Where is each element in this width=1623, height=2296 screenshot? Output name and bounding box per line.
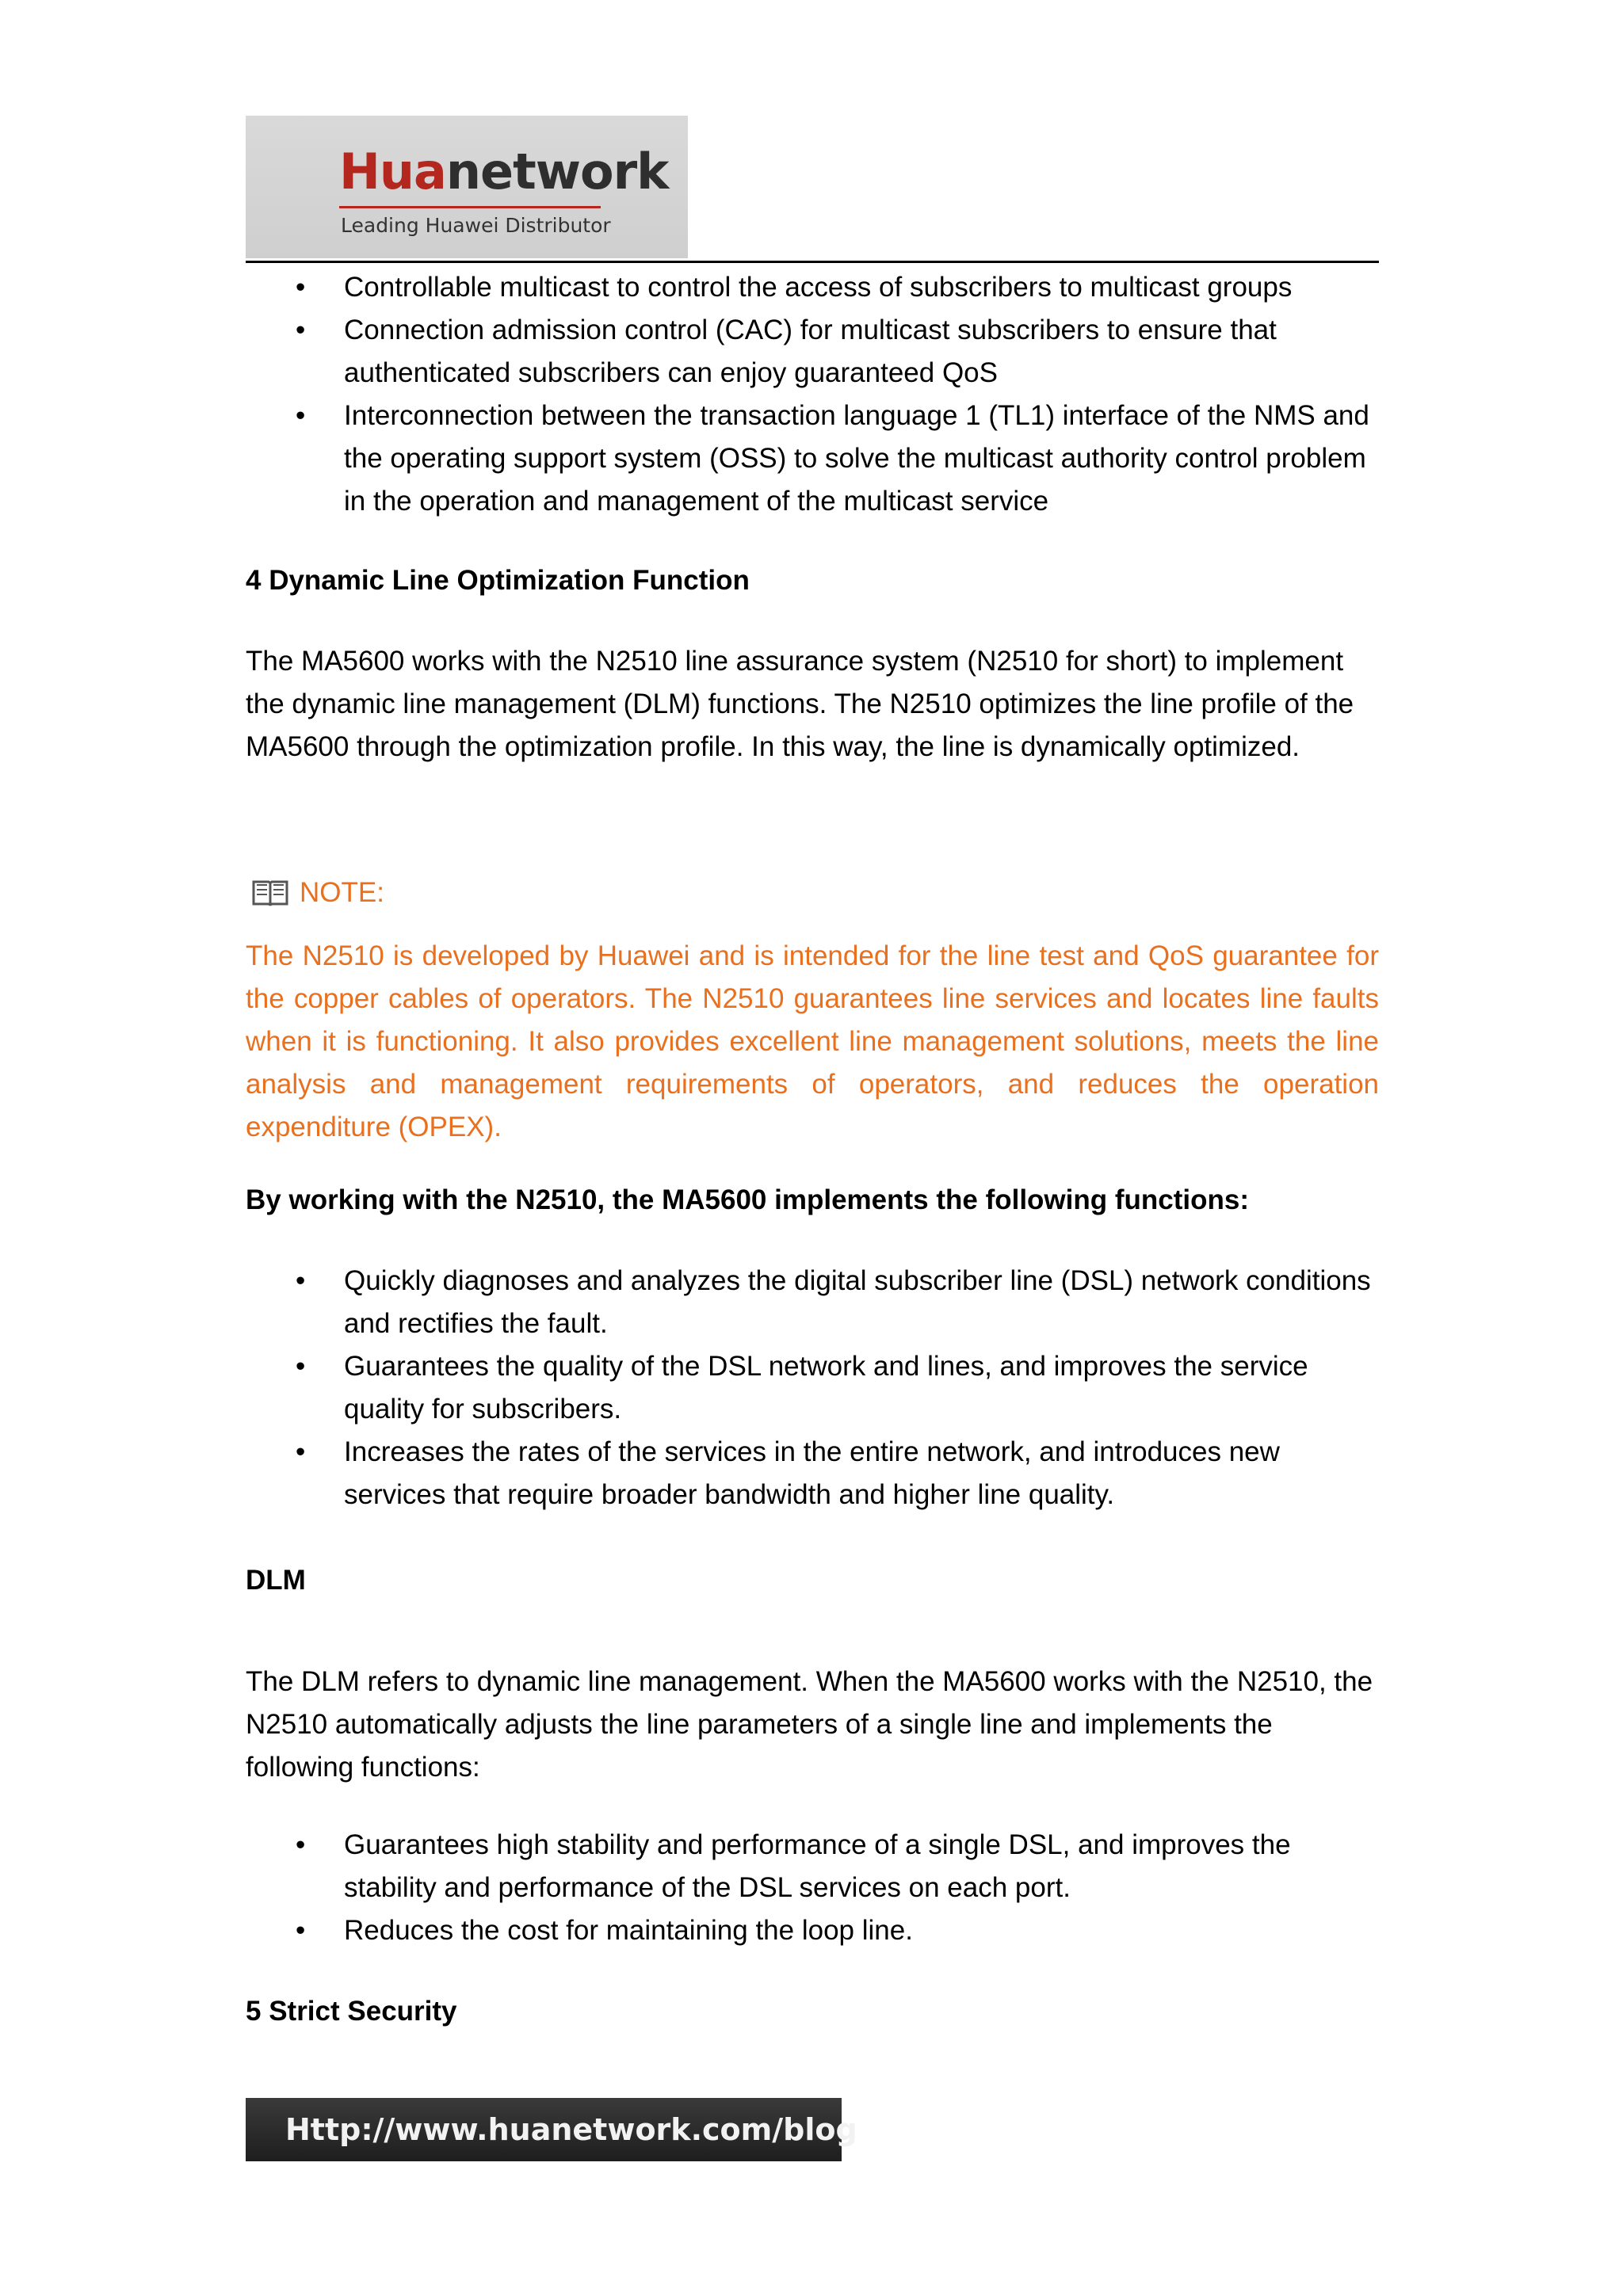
- header-divider: [246, 261, 1379, 263]
- functions-heading: By working with the N2510, the MA5600 implements the following functions:: [246, 1184, 1249, 1215]
- list-item: • Controllable multicast to control the access of subscribers to multicast groups: [246, 266, 1379, 309]
- list-item: • Increases the rates of the services in the entire network, and introduces new services that require broader bandwidth and higher line quality.: [246, 1431, 1379, 1516]
- functions-bullet-list: [246, 1260, 1379, 1516]
- bullet-icon: •: [296, 400, 306, 431]
- dlm-paragraph: The DLM refers to dynamic line management. When the MA5600 works with the N2510, the N2510 automatically adjusts the line parameters of a single line and implements the following functions:: [246, 1666, 1373, 1783]
- list-item: • Reduces the cost for maintaining the loop line.: [246, 1909, 1379, 1952]
- bullet-icon: •: [296, 272, 306, 303]
- list-item: • Guarantees the quality of the DSL network and lines, and improves the service quality for subscribers.: [246, 1345, 1379, 1431]
- section-4-paragraph: The MA5600 works with the N2510 line assurance system (N2510 for short) to implement the dynamic line management (DLM) functions. The N2510 optimizes the line profile of the MA5600 through the optimization profile. In this way, the line is dynamically optimized.: [246, 646, 1354, 762]
- section-4-heading: 4 Dynamic Line Optimization Function: [246, 565, 750, 596]
- book-icon: [250, 877, 290, 909]
- section-5-heading: 5 Strict Security: [246, 1996, 457, 2027]
- dlm-heading: DLM: [246, 1565, 306, 1596]
- list-item: • Quickly diagnoses and analyzes the digital subscriber line (DSL) network conditions and rectifies the fault.: [246, 1260, 1379, 1345]
- bullet-icon: •: [296, 1436, 306, 1467]
- list-item: • Guarantees high stability and performance of a single DSL, and improves the stability and performance of the DSL services on each port.: [246, 1824, 1379, 1909]
- huanetwork-logo: [246, 116, 688, 258]
- list-item: • Connection admission control (CAC) for multicast subscribers to ensure that authenticated subscribers can enjoy guaranteed QoS: [246, 309, 1379, 395]
- note-text: The N2510 is developed by Huawei and is intended for the line test and QoS guarantee for the copper cables of operators. The N2510 guarantees line services and locates line faults when it is functioning. It also provides excellent line management solutions, meets the line analysis and management requirements of operators, and reduces the operation expenditure (OPEX).: [246, 940, 1379, 1142]
- logo-wordmark: Huanetwork: [339, 143, 669, 200]
- logo-tagline: Leading Huawei Distributor: [341, 214, 611, 237]
- intro-bullet-list: [246, 266, 1379, 523]
- footer-url-banner[interactable]: [246, 2098, 857, 2161]
- bullet-icon: •: [296, 1265, 306, 1296]
- list-item: • Interconnection between the transaction language 1 (TL1) interface of the NMS and the operating support system (OSS) to solve the multicast authority control problem in the operation and management of the multicast service: [246, 395, 1379, 523]
- dlm-bullet-list: [246, 1824, 1379, 1952]
- footer-url[interactable]: Http://www.huanetwork.com/blog: [285, 2112, 857, 2147]
- logo-underline: [339, 206, 601, 208]
- bullet-icon: •: [296, 1829, 306, 1860]
- bullet-icon: •: [296, 1915, 306, 1946]
- bullet-icon: •: [296, 315, 306, 345]
- note-label: NOTE:: [250, 871, 384, 914]
- bullet-icon: •: [296, 1351, 306, 1382]
